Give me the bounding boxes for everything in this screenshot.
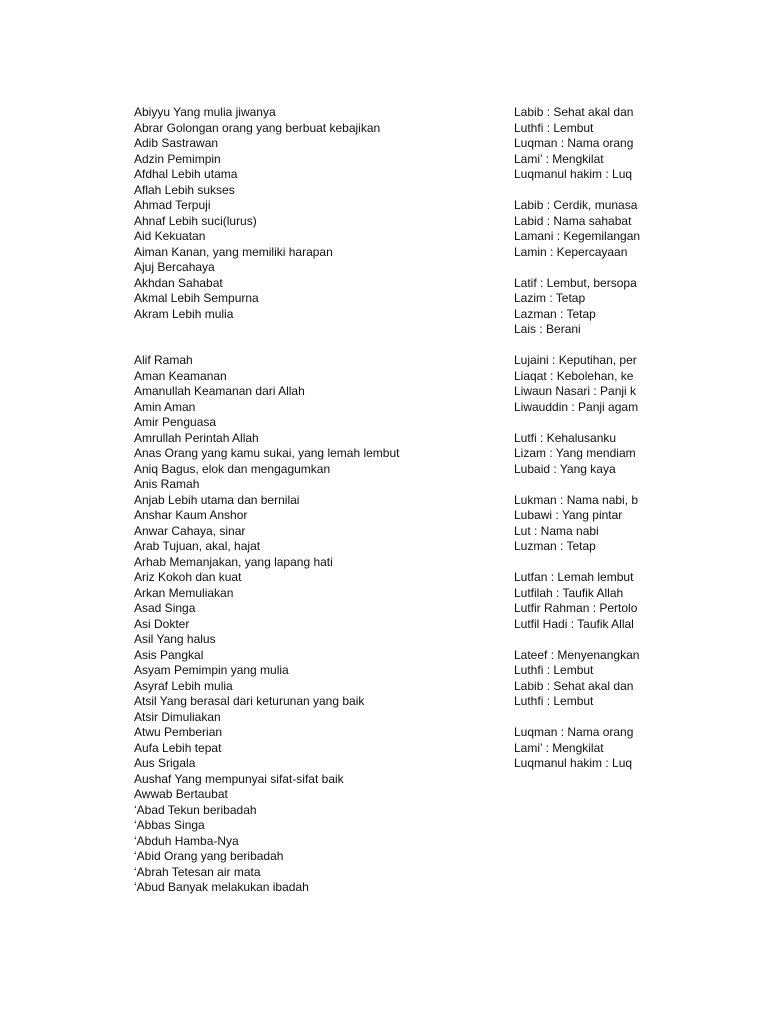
name-entry: Lubaid : Yang kaya <box>514 461 616 476</box>
name-entry: Asi Dokter <box>134 616 190 631</box>
name-entry: Lukman : Nama nabi, b <box>514 492 639 507</box>
name-entry: Lamin : Kepercayaan <box>514 244 628 259</box>
blank-line <box>514 632 640 648</box>
blank-line <box>514 415 640 431</box>
name-entry: Lutfilah : Taufik Allah <box>514 585 624 600</box>
name-entry: Aiman Kanan, yang memiliki harapan <box>134 244 333 259</box>
name-entry: Anshar Kaum Anshor <box>134 508 248 522</box>
blank-line <box>514 183 640 199</box>
name-entry: Liwauddin : Panji agam <box>514 399 639 414</box>
name-entry: Amir Penguasa <box>134 415 217 429</box>
name-entry: ‘Abud Banyak melakukan ibadah <box>134 880 309 894</box>
name-entry: ‘Abid Orang yang beribadah <box>134 849 284 863</box>
name-entry: Liwaun Nasari : Panji k <box>514 384 637 398</box>
blank-line <box>514 260 640 276</box>
name-entry: Lami’ : Mengkilat <box>514 151 604 166</box>
name-entry: Ajuj Bercahaya <box>134 260 215 274</box>
name-entry: Afdhal Lebih utama <box>134 167 238 181</box>
name-entry: ‘Abduh Hamba-Nya <box>134 833 239 848</box>
name-entry: Lais : Berani <box>514 322 581 336</box>
name-entry: Aufa Lebih tepat <box>134 740 222 755</box>
name-entry: Akram Lebih mulia <box>134 306 234 321</box>
name-entry: Asad Singa <box>134 601 196 615</box>
name-entry: Ahnaf Lebih suci(lurus) <box>134 213 257 228</box>
name-entry: Lamani : Kegemilangan <box>514 229 640 243</box>
blank-line <box>514 710 640 726</box>
name-entry: Abrar Golongan orang yang berbuat kebajikan <box>134 120 381 135</box>
name-entry: Luqman : Nama orang <box>514 136 634 150</box>
name-entry: Lutfan : Lemah lembut <box>514 570 634 584</box>
name-entry: ‘Abrah Tetesan air mata <box>134 864 261 879</box>
name-entry: Luthfi : Lembut <box>514 694 594 708</box>
name-entry: Lazim : Tetap <box>514 291 586 305</box>
name-entry: Lami’ : Mengkilat <box>514 740 604 755</box>
name-entry: Labid : Nama sahabat <box>514 213 632 228</box>
name-entry: Liaqat : Kebolehan, ke <box>514 368 634 383</box>
name-entry: Labib : Sehat akal dan <box>514 105 634 119</box>
names-list-right <box>514 105 640 772</box>
name-entry: ‘Abbas Singa <box>134 818 205 832</box>
name-entry: Anjab Lebih utama dan bernilai <box>134 492 300 507</box>
name-entry: Aman Keamanan <box>134 368 227 383</box>
name-entry: Luqmanul hakim : Luq <box>514 167 633 181</box>
name-entry: Luzman : Tetap <box>514 539 596 553</box>
names-list-left <box>134 105 464 896</box>
name-entry: Asyam Pemimpin yang mulia <box>134 663 289 677</box>
name-entry: Abiyyu Yang mulia jiwanya <box>134 105 276 119</box>
name-entry: Lutfil Hadi : Taufik Allal <box>514 616 634 631</box>
name-entry: Lutfi : Kehalusanku <box>514 430 617 445</box>
name-entry: Lutfir Rahman : Pertolo <box>514 601 638 615</box>
name-entry: Luthfi : Lembut <box>514 120 594 135</box>
name-entry: Asyraf Lebih mulia <box>134 678 233 693</box>
name-entry: Ahmad Terpuji <box>134 198 211 212</box>
name-entry: Akmal Lebih Sempurna <box>134 291 259 305</box>
name-entry: Adzin Pemimpin <box>134 151 221 166</box>
name-entry: Arhab Memanjakan, yang lapang hati <box>134 554 333 569</box>
name-entry: Atwu Pemberian <box>134 725 223 739</box>
blank-line <box>134 322 464 338</box>
name-entry: Arab Tujuan, akal, hajat <box>134 539 261 553</box>
name-entry: Anwar Cahaya, sinar <box>134 523 246 538</box>
name-entry: Atsir Dimuliakan <box>134 709 221 724</box>
name-entry: Aid Kekuatan <box>134 229 206 243</box>
blank-line <box>134 338 464 354</box>
name-entry: Alif Ramah <box>134 353 193 367</box>
name-entry: Adib Sastrawan <box>134 136 219 150</box>
name-entry: Lut : Nama nabi <box>514 523 599 538</box>
name-entry: Aniq Bagus, elok dan mengagumkan <box>134 461 331 476</box>
name-entry: Aushaf Yang mempunyai sifat-sifat baik <box>134 771 344 786</box>
name-entry: Lujaini : Keputihan, per <box>514 353 637 367</box>
name-entry: Anas Orang yang kamu sukai, yang lemah lembut <box>134 446 400 460</box>
name-entry: Luqman : Nama orang <box>514 725 634 739</box>
name-entry: Amanullah Keamanan dari Allah <box>134 384 305 398</box>
name-entry: Luthfi : Lembut <box>514 663 594 677</box>
name-entry: Aus Srigala <box>134 756 196 770</box>
name-entry: Lazman : Tetap <box>514 306 596 321</box>
name-entry: Arkan Memuliakan <box>134 585 234 600</box>
name-entry: Lateef : Menyenangkan <box>514 647 640 662</box>
name-entry: Labib : Cerdik, munasa <box>514 198 638 212</box>
name-entry: Awwab Bertaubat <box>134 787 228 801</box>
name-entry: Aflah Lebih sukses <box>134 182 235 197</box>
blank-line <box>514 555 640 571</box>
name-entry: Asil Yang halus <box>134 632 216 646</box>
blank-line <box>514 338 640 354</box>
name-entry: Amrullah Perintah Allah <box>134 430 259 445</box>
name-entry: Lizam : Yang mendiam <box>514 446 636 460</box>
name-entry: Labib : Sehat akal dan <box>514 678 634 693</box>
name-entry: Asis Pangkal <box>134 647 204 662</box>
name-entry: Lubawi : Yang pintar <box>514 508 623 522</box>
name-entry: Luqmanul hakim : Luq <box>514 756 633 770</box>
name-entry: Ariz Kokoh dan kuat <box>134 570 242 584</box>
name-entry: Atsil Yang berasal dari keturunan yang baik <box>134 694 365 708</box>
name-entry: Latif : Lembut, bersopa <box>514 275 637 290</box>
blank-line <box>514 477 640 493</box>
name-entry: Anis Ramah <box>134 477 200 491</box>
name-entry: Akhdan Sahabat <box>134 275 223 290</box>
name-entry: Amin Aman <box>134 399 196 414</box>
name-entry: ‘Abad Tekun beribadah <box>134 802 257 817</box>
